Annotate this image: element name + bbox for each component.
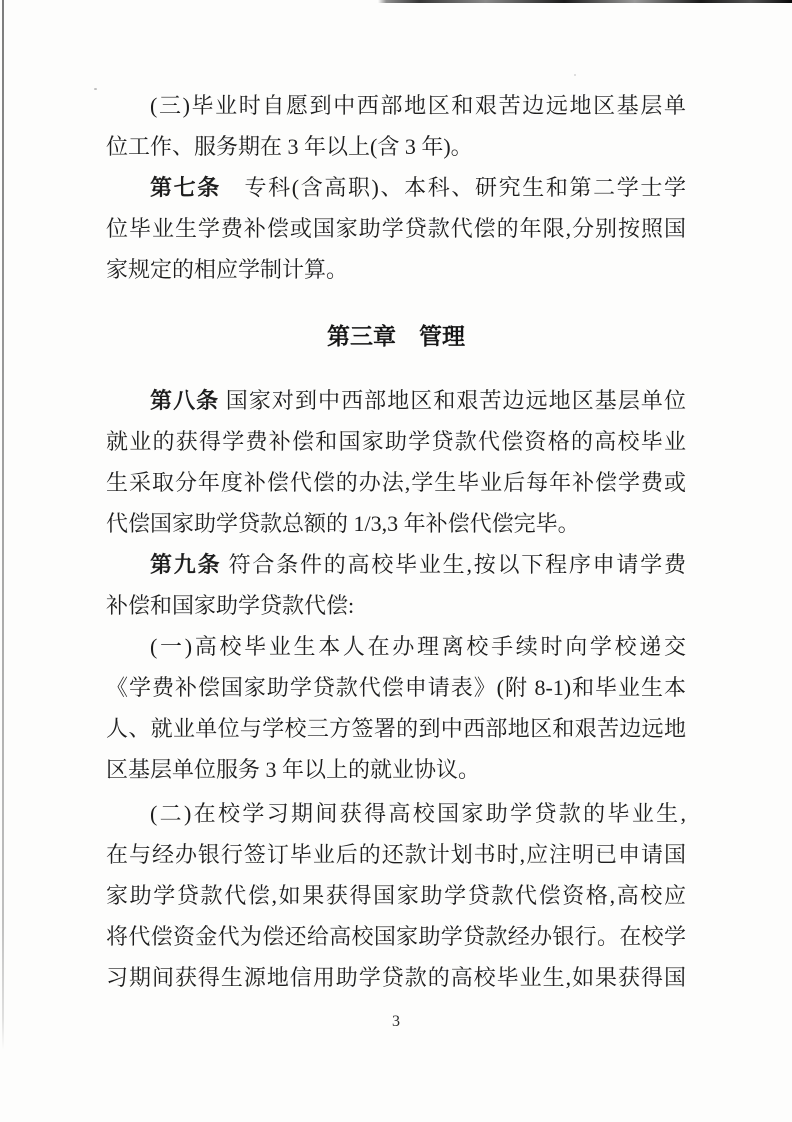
text-line — [106, 421, 686, 462]
text-run: 将代偿资金代为偿还给高校国家助学贷款经办银行。在校学 — [106, 924, 686, 949]
text-run: 生采取分年度补偿代偿的办法,学生毕业后每年补偿学费或 — [106, 470, 686, 495]
page-number: 3 — [392, 1013, 400, 1030]
article-9 — [106, 544, 686, 626]
text-line — [106, 208, 686, 249]
text-run: 就业的获得学费补偿和国家助学贷款代偿资格的高校毕业 — [106, 429, 686, 454]
text-line — [106, 544, 686, 585]
text-run: 代偿国家助学贷款总额的 1/3,3 年补偿代偿完毕。 — [106, 511, 580, 536]
clause-2 — [106, 793, 686, 998]
text-run: 专科(含高职)、本科、研究生和第二学士学 — [220, 175, 686, 200]
text-line — [106, 749, 686, 790]
clause-3 — [106, 85, 686, 167]
clause-1 — [106, 626, 686, 790]
text-line — [106, 167, 686, 208]
text-line — [106, 249, 686, 290]
text-run: 在与经办银行签订毕业后的还款计划书时,应注明已申请国 — [106, 842, 686, 867]
text-line — [106, 462, 686, 503]
text-run: (一)高校毕业生本人在办理离校手续时向学校递交 — [150, 634, 686, 659]
text-run: 国家对到中西部地区和艰苦边远地区基层单位 — [219, 388, 686, 413]
text-line — [106, 875, 686, 916]
text-run: (二)在校学习期间获得高校国家助学贷款的毕业生, — [150, 801, 686, 826]
text-run: 符合条件的高校毕业生,按以下程序申请学费 — [221, 552, 686, 577]
article-7 — [106, 167, 686, 290]
scan-speck — [574, 74, 576, 76]
text-run: 《学费补偿国家助学贷款代偿申请表》(附 8-1)和毕业生本 — [106, 675, 686, 700]
article-8 — [106, 380, 686, 544]
article-number-label: 第七条 — [150, 175, 221, 200]
text-line — [106, 585, 686, 626]
text-run: 习期间获得生源地信用助学贷款的高校毕业生,如果获得国 — [106, 965, 686, 990]
text-line — [106, 126, 686, 167]
text-run: (三)毕业时自愿到中西部地区和艰苦边远地区基层单 — [150, 93, 686, 118]
scan-artifact-left-edge — [2, 0, 4, 1050]
text-line — [106, 957, 686, 998]
text-line — [106, 834, 686, 875]
scan-artifact-top-edge — [378, 0, 792, 3]
text-line — [106, 503, 686, 544]
text-line — [106, 626, 686, 667]
article-number-label: 第八条 — [150, 388, 220, 413]
text-run: 补偿和国家助学贷款代偿: — [106, 593, 355, 618]
scan-speck — [94, 88, 97, 90]
text-line — [106, 380, 686, 421]
text-line — [106, 916, 686, 957]
chapter-3-heading: 第三章 管理 — [327, 324, 465, 349]
text-run: 位工作、服务期在 3 年以上(含 3 年)。 — [106, 134, 473, 159]
text-line — [106, 85, 686, 126]
article-number-label: 第九条 — [150, 552, 222, 577]
text-line — [106, 708, 686, 749]
text-run: 人、就业单位与学校三方签署的到中西部地区和艰苦边远地 — [106, 716, 686, 741]
text-line — [106, 667, 686, 708]
text-run: 位毕业生学费补偿或国家助学贷款代偿的年限,分别按照国 — [106, 216, 686, 241]
text-run: 家助学贷款代偿,如果获得国家助学贷款代偿资格,高校应 — [106, 883, 686, 908]
text-run: 家规定的相应学制计算。 — [106, 257, 349, 282]
text-line — [106, 793, 686, 834]
document-body-text — [106, 85, 686, 998]
text-run: 区基层单位服务 3 年以上的就业协议。 — [106, 757, 481, 782]
